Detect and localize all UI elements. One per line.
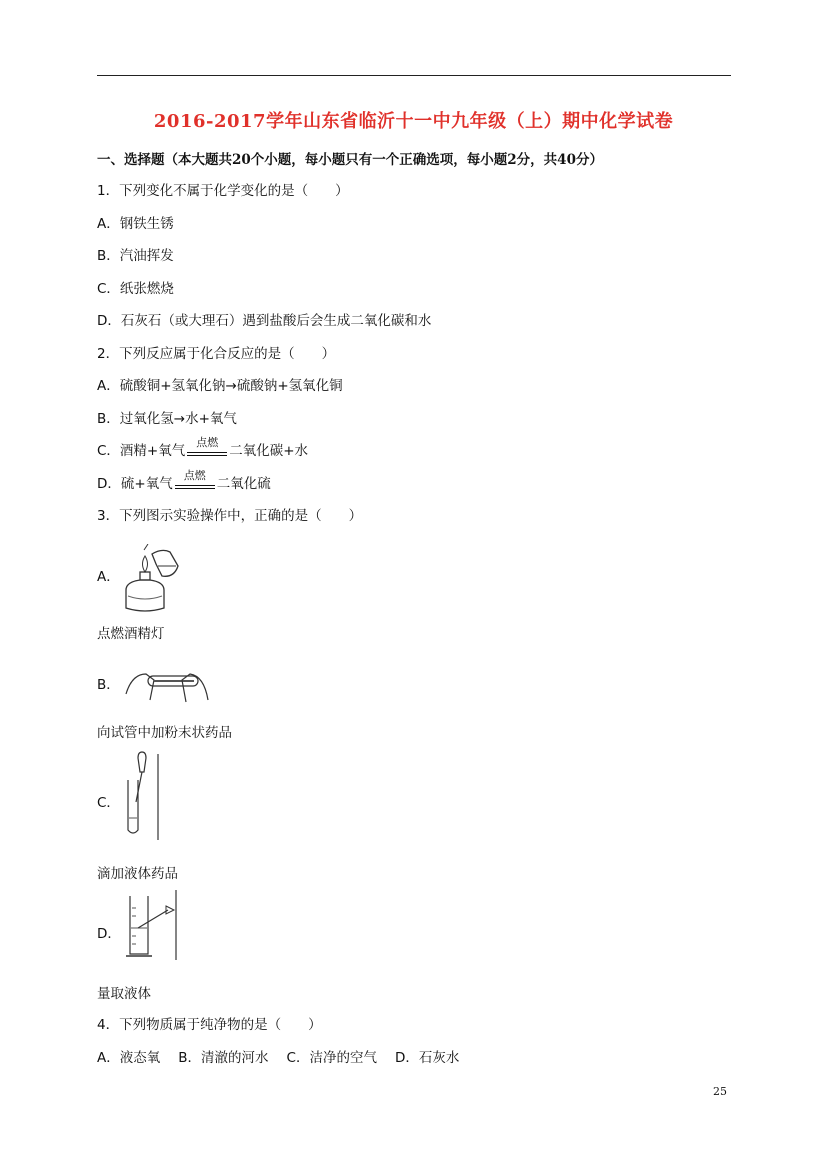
- question-3-option-c-caption: 滴加液体药品: [97, 866, 178, 882]
- question-1-option-a: A．钢铁生锈: [97, 216, 174, 232]
- dropper-test-tube-figure: [122, 750, 162, 842]
- question-4-stem: 4．下列物质属于纯净物的是（ ）: [97, 1017, 322, 1033]
- question-2-option-b: B．过氧化氢→水+氧气: [97, 411, 237, 427]
- question-3-option-d-caption: 量取液体: [97, 986, 151, 1002]
- graduated-cylinder-figure: [118, 888, 182, 964]
- question-3-stem: 3．下列图示实验操作中，正确的是（ ）: [97, 508, 363, 524]
- page-title: 2016-2017学年山东省临沂十一中九年级（上）期中化学试卷: [153, 111, 674, 132]
- question-2-option-a: A．硫酸铜+氢氧化钠→硫酸钠+氢氧化铜: [97, 378, 343, 394]
- option-d-reactants: D．硫+氧气: [97, 476, 173, 492]
- page-number: 25: [713, 1085, 727, 1098]
- question-4-option-b: B．清澈的河水: [178, 1050, 269, 1066]
- reaction-condition: 点燃: [183, 469, 206, 482]
- option-d-products: 二氧化硫: [216, 476, 271, 492]
- question-1-option-c: C．纸张燃烧: [97, 281, 174, 297]
- question-1-option-b: B．汽油挥发: [97, 248, 174, 264]
- question-2-stem: 2．下列反应属于化合反应的是（ ）: [97, 346, 336, 362]
- question-4-option-c: C．洁净的空气: [286, 1050, 377, 1066]
- header-rule: [97, 75, 731, 76]
- reaction-arrow: [185, 436, 229, 460]
- question-3-option-b-label: B．: [97, 677, 120, 693]
- question-2-option-d: [97, 469, 271, 494]
- reaction-condition: 点燃: [196, 436, 219, 449]
- alcohol-lamp-figure: [118, 544, 182, 616]
- question-3-option-c-label: C．: [97, 795, 120, 811]
- section-heading: 一、选择题（本大题共20个小题，每小题只有一个正确选项，每小题2分，共40分）: [97, 152, 603, 168]
- option-c-products: 二氧化碳+水: [229, 443, 309, 459]
- question-1-stem: 1．下列变化不属于化学变化的是（ ）: [97, 183, 349, 199]
- question-4-option-d: D．石灰水: [394, 1050, 460, 1066]
- question-3-option-b-caption: 向试管中加粉末状药品: [97, 725, 232, 741]
- reaction-arrow: [173, 469, 217, 493]
- question-1-option-d: D．石灰石（或大理石）遇到盐酸后会生成二氧化碳和水: [97, 313, 432, 329]
- option-c-reactants: C．酒精+氧气: [97, 443, 186, 459]
- question-2-option-c: [97, 436, 309, 461]
- question-4-options: [97, 1048, 477, 1068]
- test-tube-powder-figure: [124, 656, 210, 708]
- question-4-option-a: A．液态氧: [97, 1050, 161, 1066]
- question-3-option-d-label: D．: [97, 926, 121, 942]
- question-3-option-a-caption: 点燃酒精灯: [97, 626, 165, 642]
- question-3-option-a-label: A．: [97, 569, 120, 585]
